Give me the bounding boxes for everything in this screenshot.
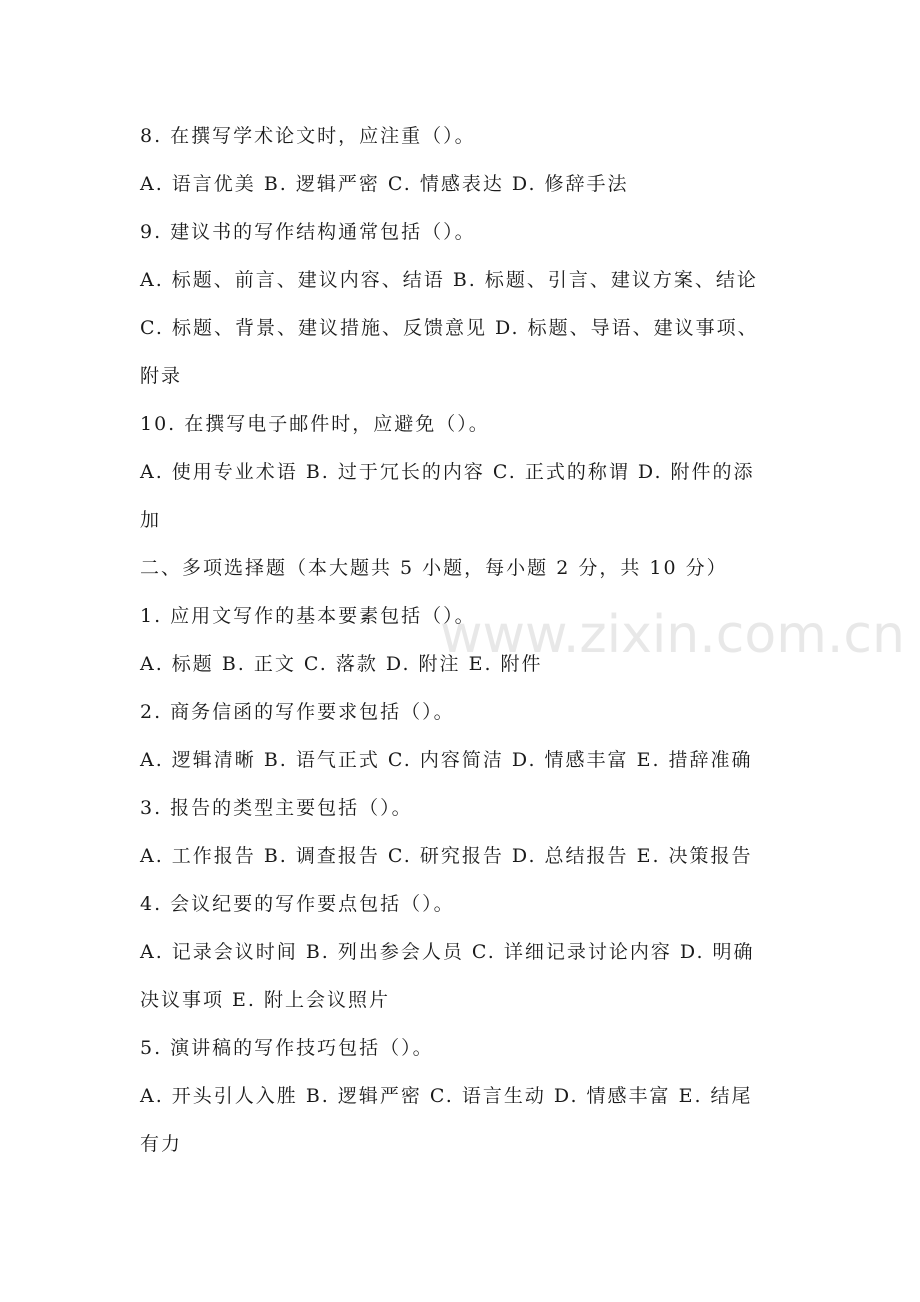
mc-question-3-options: A. 工作报告 B. 调查报告 C. 研究报告 D. 总结报告 E. 决策报告: [140, 845, 753, 867]
question-8-options: A. 语言优美 B. 逻辑严密 C. 情感表达 D. 修辞手法: [140, 173, 629, 195]
mc-question-5-options-line-2: 有力: [140, 1133, 183, 1155]
mc-question-1-options: A. 标题 B. 正文 C. 落款 D. 附注 E. 附件: [140, 653, 543, 675]
mc-question-1: 1. 应用文写作的基本要素包括（）。: [140, 605, 476, 627]
mc-question-5: 5. 演讲稿的写作技巧包括（）。: [140, 1037, 434, 1059]
mc-question-3: 3. 报告的类型主要包括（）。: [140, 797, 413, 819]
question-10: 10. 在撰写电子邮件时，应避免（）。: [140, 413, 490, 435]
question-9-options-line-1: A. 标题、前言、建议内容、结语 B. 标题、引言、建议方案、结论: [140, 269, 758, 291]
question-9-options-line-2: C. 标题、背景、建议措施、反馈意见 D. 标题、导语、建议事项、: [140, 317, 759, 339]
question-10-options-line-2: 加: [140, 509, 162, 531]
section-heading: 二、多项选择题（本大题共 5 小题，每小题 2 分，共 10 分）: [140, 557, 728, 579]
question-9-options-line-3: 附录: [140, 365, 183, 387]
watermark: www.zixin.com.cn: [440, 605, 905, 665]
question-8: 8. 在撰写学术论文时，应注重（）。: [140, 125, 476, 147]
mc-question-5-options-line-1: A. 开头引人入胜 B. 逻辑严密 C. 语言生动 D. 情感丰富 E. 结尾: [140, 1085, 753, 1107]
question-9: 9. 建议书的写作结构通常包括（）。: [140, 221, 476, 243]
mc-question-4: 4. 会议纪要的写作要点包括（）。: [140, 893, 455, 915]
mc-question-4-options-line-2: 决议事项 E. 附上会议照片: [140, 989, 390, 1011]
question-10-options-line-1: A. 使用专业术语 B. 过于冗长的内容 C. 正式的称谓 D. 附件的添: [140, 461, 755, 483]
mc-question-2: 2. 商务信函的写作要求包括（）。: [140, 701, 455, 723]
mc-question-2-options: A. 逻辑清晰 B. 语气正式 C. 内容简洁 D. 情感丰富 E. 措辞准确: [140, 749, 753, 771]
mc-question-4-options-line-1: A. 记录会议时间 B. 列出参会人员 C. 详细记录讨论内容 D. 明确: [140, 941, 755, 963]
